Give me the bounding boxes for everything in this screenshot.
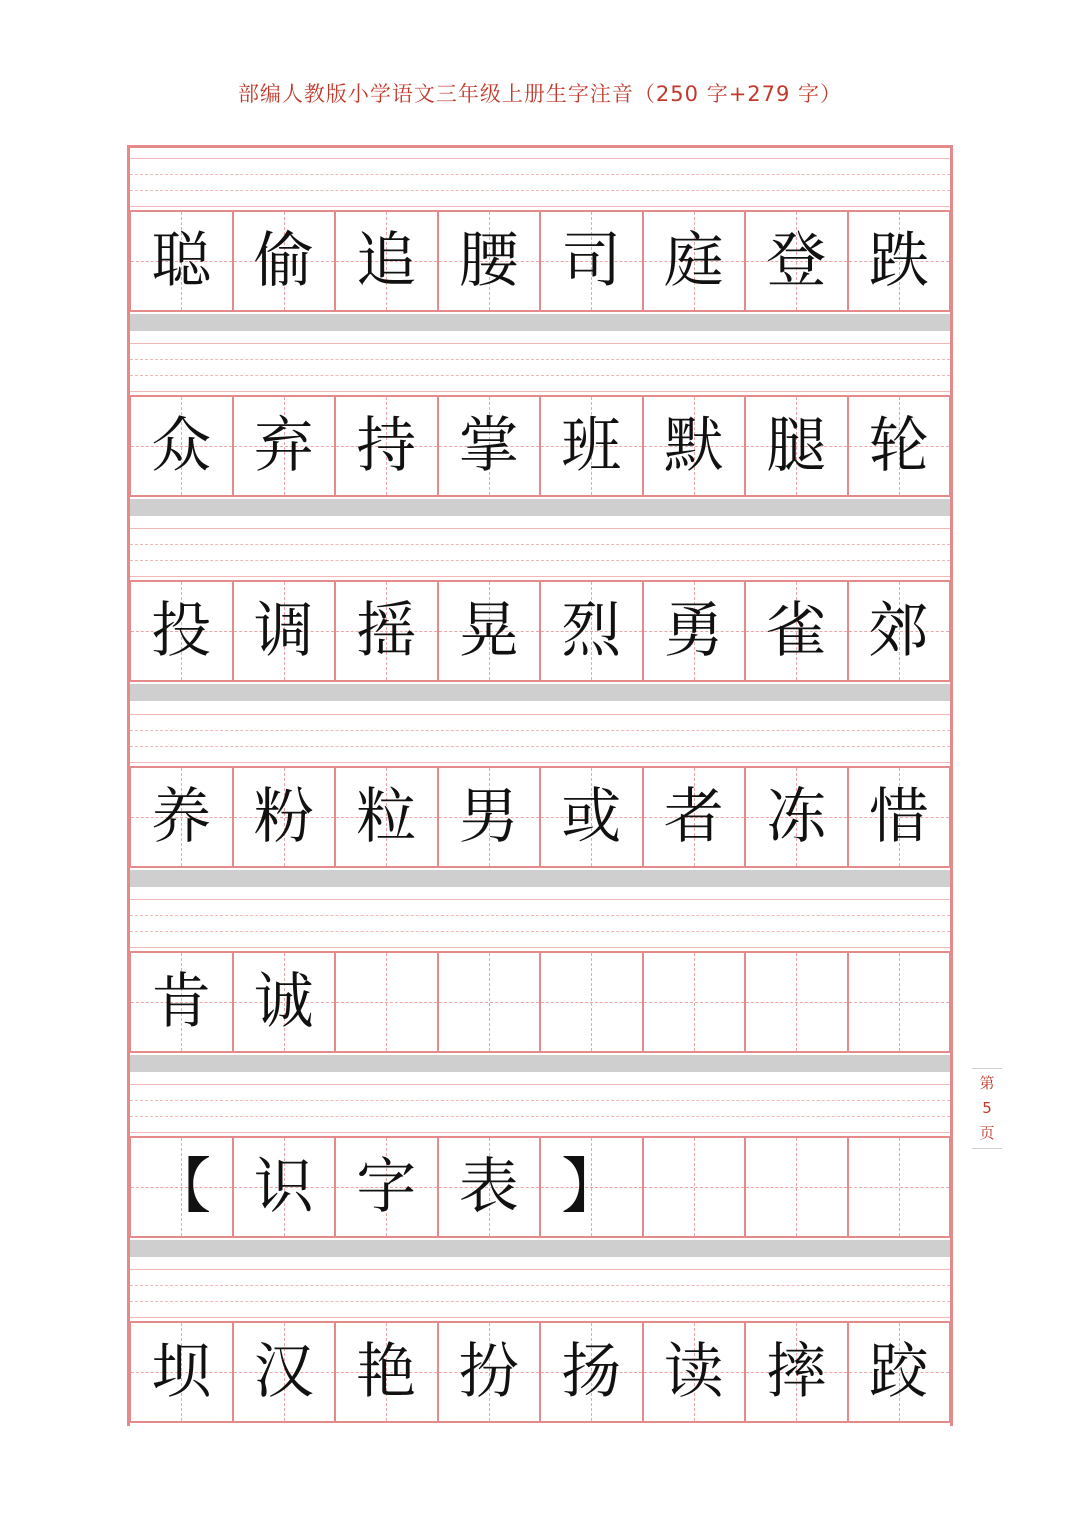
character-cell xyxy=(540,580,643,682)
character: 勇 xyxy=(663,596,724,667)
character-cell xyxy=(643,210,746,312)
character: 众 xyxy=(151,411,212,482)
page-number-suffix: 页 xyxy=(979,1124,995,1142)
character: 追 xyxy=(356,226,417,296)
character: 坝 xyxy=(151,1337,212,1408)
character-cell xyxy=(233,210,336,312)
character: 粒 xyxy=(356,781,417,852)
character-cell xyxy=(233,951,336,1053)
character: 雀 xyxy=(766,596,827,667)
character-cell xyxy=(745,395,848,497)
character-cell xyxy=(848,395,951,497)
character: 庭 xyxy=(663,226,724,296)
character-cell xyxy=(540,1136,643,1238)
character: 登 xyxy=(766,226,827,296)
character-cell xyxy=(745,210,848,312)
character-cell xyxy=(130,395,233,497)
separator-bar xyxy=(130,1240,950,1257)
pinyin-lines xyxy=(130,1074,950,1136)
character-cell xyxy=(335,395,438,497)
character-cells xyxy=(130,210,950,312)
character: 汉 xyxy=(253,1337,314,1408)
character-cell xyxy=(233,1321,336,1423)
character: 字 xyxy=(356,1152,417,1222)
character-cell xyxy=(848,766,951,868)
character-cell xyxy=(438,580,541,682)
character-cell xyxy=(643,951,746,1053)
character-cell xyxy=(540,951,643,1053)
character-cell xyxy=(643,1136,746,1238)
pinyin-lines xyxy=(130,148,950,210)
character-cell xyxy=(130,1321,233,1423)
character: 摇 xyxy=(356,596,417,667)
character-cell xyxy=(745,951,848,1053)
character-cell xyxy=(130,210,233,312)
character-cells xyxy=(130,766,950,868)
pinyin-lines xyxy=(130,1259,950,1321)
character: 持 xyxy=(356,411,417,482)
character-cell xyxy=(540,210,643,312)
character: 弃 xyxy=(253,411,314,482)
character: 扬 xyxy=(561,1337,622,1408)
separator-bar xyxy=(130,684,950,701)
character: 艳 xyxy=(356,1337,417,1408)
character-cell xyxy=(438,1321,541,1423)
character: 司 xyxy=(561,226,622,296)
character-cell xyxy=(540,395,643,497)
character-cell xyxy=(233,580,336,682)
character: 晃 xyxy=(458,596,519,667)
character: 表 xyxy=(458,1152,519,1222)
character-cell xyxy=(438,1136,541,1238)
character-cells xyxy=(130,1321,950,1423)
character: 肯 xyxy=(151,966,212,1037)
character-cell xyxy=(848,951,951,1053)
character: 班 xyxy=(561,411,622,482)
character-cell xyxy=(335,766,438,868)
character: 烈 xyxy=(561,596,622,667)
character-cell xyxy=(848,210,951,312)
character-cell xyxy=(745,580,848,682)
character-cells xyxy=(130,951,950,1053)
separator-bar xyxy=(130,870,950,887)
character: 摔 xyxy=(766,1337,827,1408)
character-cell xyxy=(540,766,643,868)
character-cell xyxy=(233,395,336,497)
page-number-prefix: 第 xyxy=(979,1074,995,1092)
character-cell xyxy=(233,1136,336,1238)
character-cell xyxy=(233,766,336,868)
character-cell xyxy=(130,1136,233,1238)
character-cell xyxy=(335,951,438,1053)
separator-bar xyxy=(130,314,950,331)
character: 跌 xyxy=(868,226,929,296)
separator-bar xyxy=(130,499,950,516)
character-cell xyxy=(130,951,233,1053)
character-cells xyxy=(130,1136,950,1238)
character-cell xyxy=(335,1321,438,1423)
character-cell xyxy=(335,1136,438,1238)
character: 跤 xyxy=(868,1337,929,1408)
writing-grid-sheet xyxy=(127,145,953,1426)
character: 男 xyxy=(458,781,519,852)
character: 或 xyxy=(561,781,622,852)
character: 调 xyxy=(253,596,314,667)
character-cell xyxy=(848,580,951,682)
pinyin-lines xyxy=(130,889,950,951)
character-cell xyxy=(335,210,438,312)
character: 聪 xyxy=(151,226,212,296)
pinyin-lines xyxy=(130,333,950,395)
character-cell xyxy=(540,1321,643,1423)
character: 腰 xyxy=(458,226,519,296)
character: 掌 xyxy=(458,411,519,482)
character: 粉 xyxy=(253,781,314,852)
pinyin-lines xyxy=(130,704,950,766)
character: 【 xyxy=(151,1152,212,1222)
page-title: 部编人教版小学语文三年级上册生字注音（250 字+279 字） xyxy=(237,82,843,106)
character-cell xyxy=(643,395,746,497)
character-cells xyxy=(130,580,950,682)
character: 读 xyxy=(663,1337,724,1408)
character: 郊 xyxy=(868,596,929,667)
character: 诚 xyxy=(253,966,314,1037)
character: 腿 xyxy=(766,411,827,482)
character-cell xyxy=(745,1136,848,1238)
character-cell xyxy=(745,1321,848,1423)
character-cell xyxy=(130,766,233,868)
character-cells xyxy=(130,395,950,497)
character: 】 xyxy=(561,1152,622,1222)
separator-bar xyxy=(130,1055,950,1072)
character-cell xyxy=(848,1321,951,1423)
character-cell xyxy=(438,395,541,497)
character: 默 xyxy=(663,411,724,482)
character-cell xyxy=(438,766,541,868)
character: 识 xyxy=(253,1152,314,1222)
character: 养 xyxy=(151,781,212,852)
character: 惜 xyxy=(868,781,929,852)
character-cell xyxy=(643,580,746,682)
character: 扮 xyxy=(458,1337,519,1408)
character-cell xyxy=(438,210,541,312)
page-number xyxy=(972,1068,1002,1149)
character-cell xyxy=(130,580,233,682)
character: 轮 xyxy=(868,411,929,482)
character: 者 xyxy=(663,781,724,852)
character-cell xyxy=(335,580,438,682)
character-cell xyxy=(745,766,848,868)
character-cell xyxy=(643,766,746,868)
character-cell xyxy=(848,1136,951,1238)
character: 冻 xyxy=(766,781,827,852)
character-cell xyxy=(438,951,541,1053)
character: 偷 xyxy=(253,226,314,296)
character-cell xyxy=(643,1321,746,1423)
page-number-value: 5 xyxy=(982,1099,992,1117)
character: 投 xyxy=(151,596,212,667)
pinyin-lines xyxy=(130,518,950,580)
